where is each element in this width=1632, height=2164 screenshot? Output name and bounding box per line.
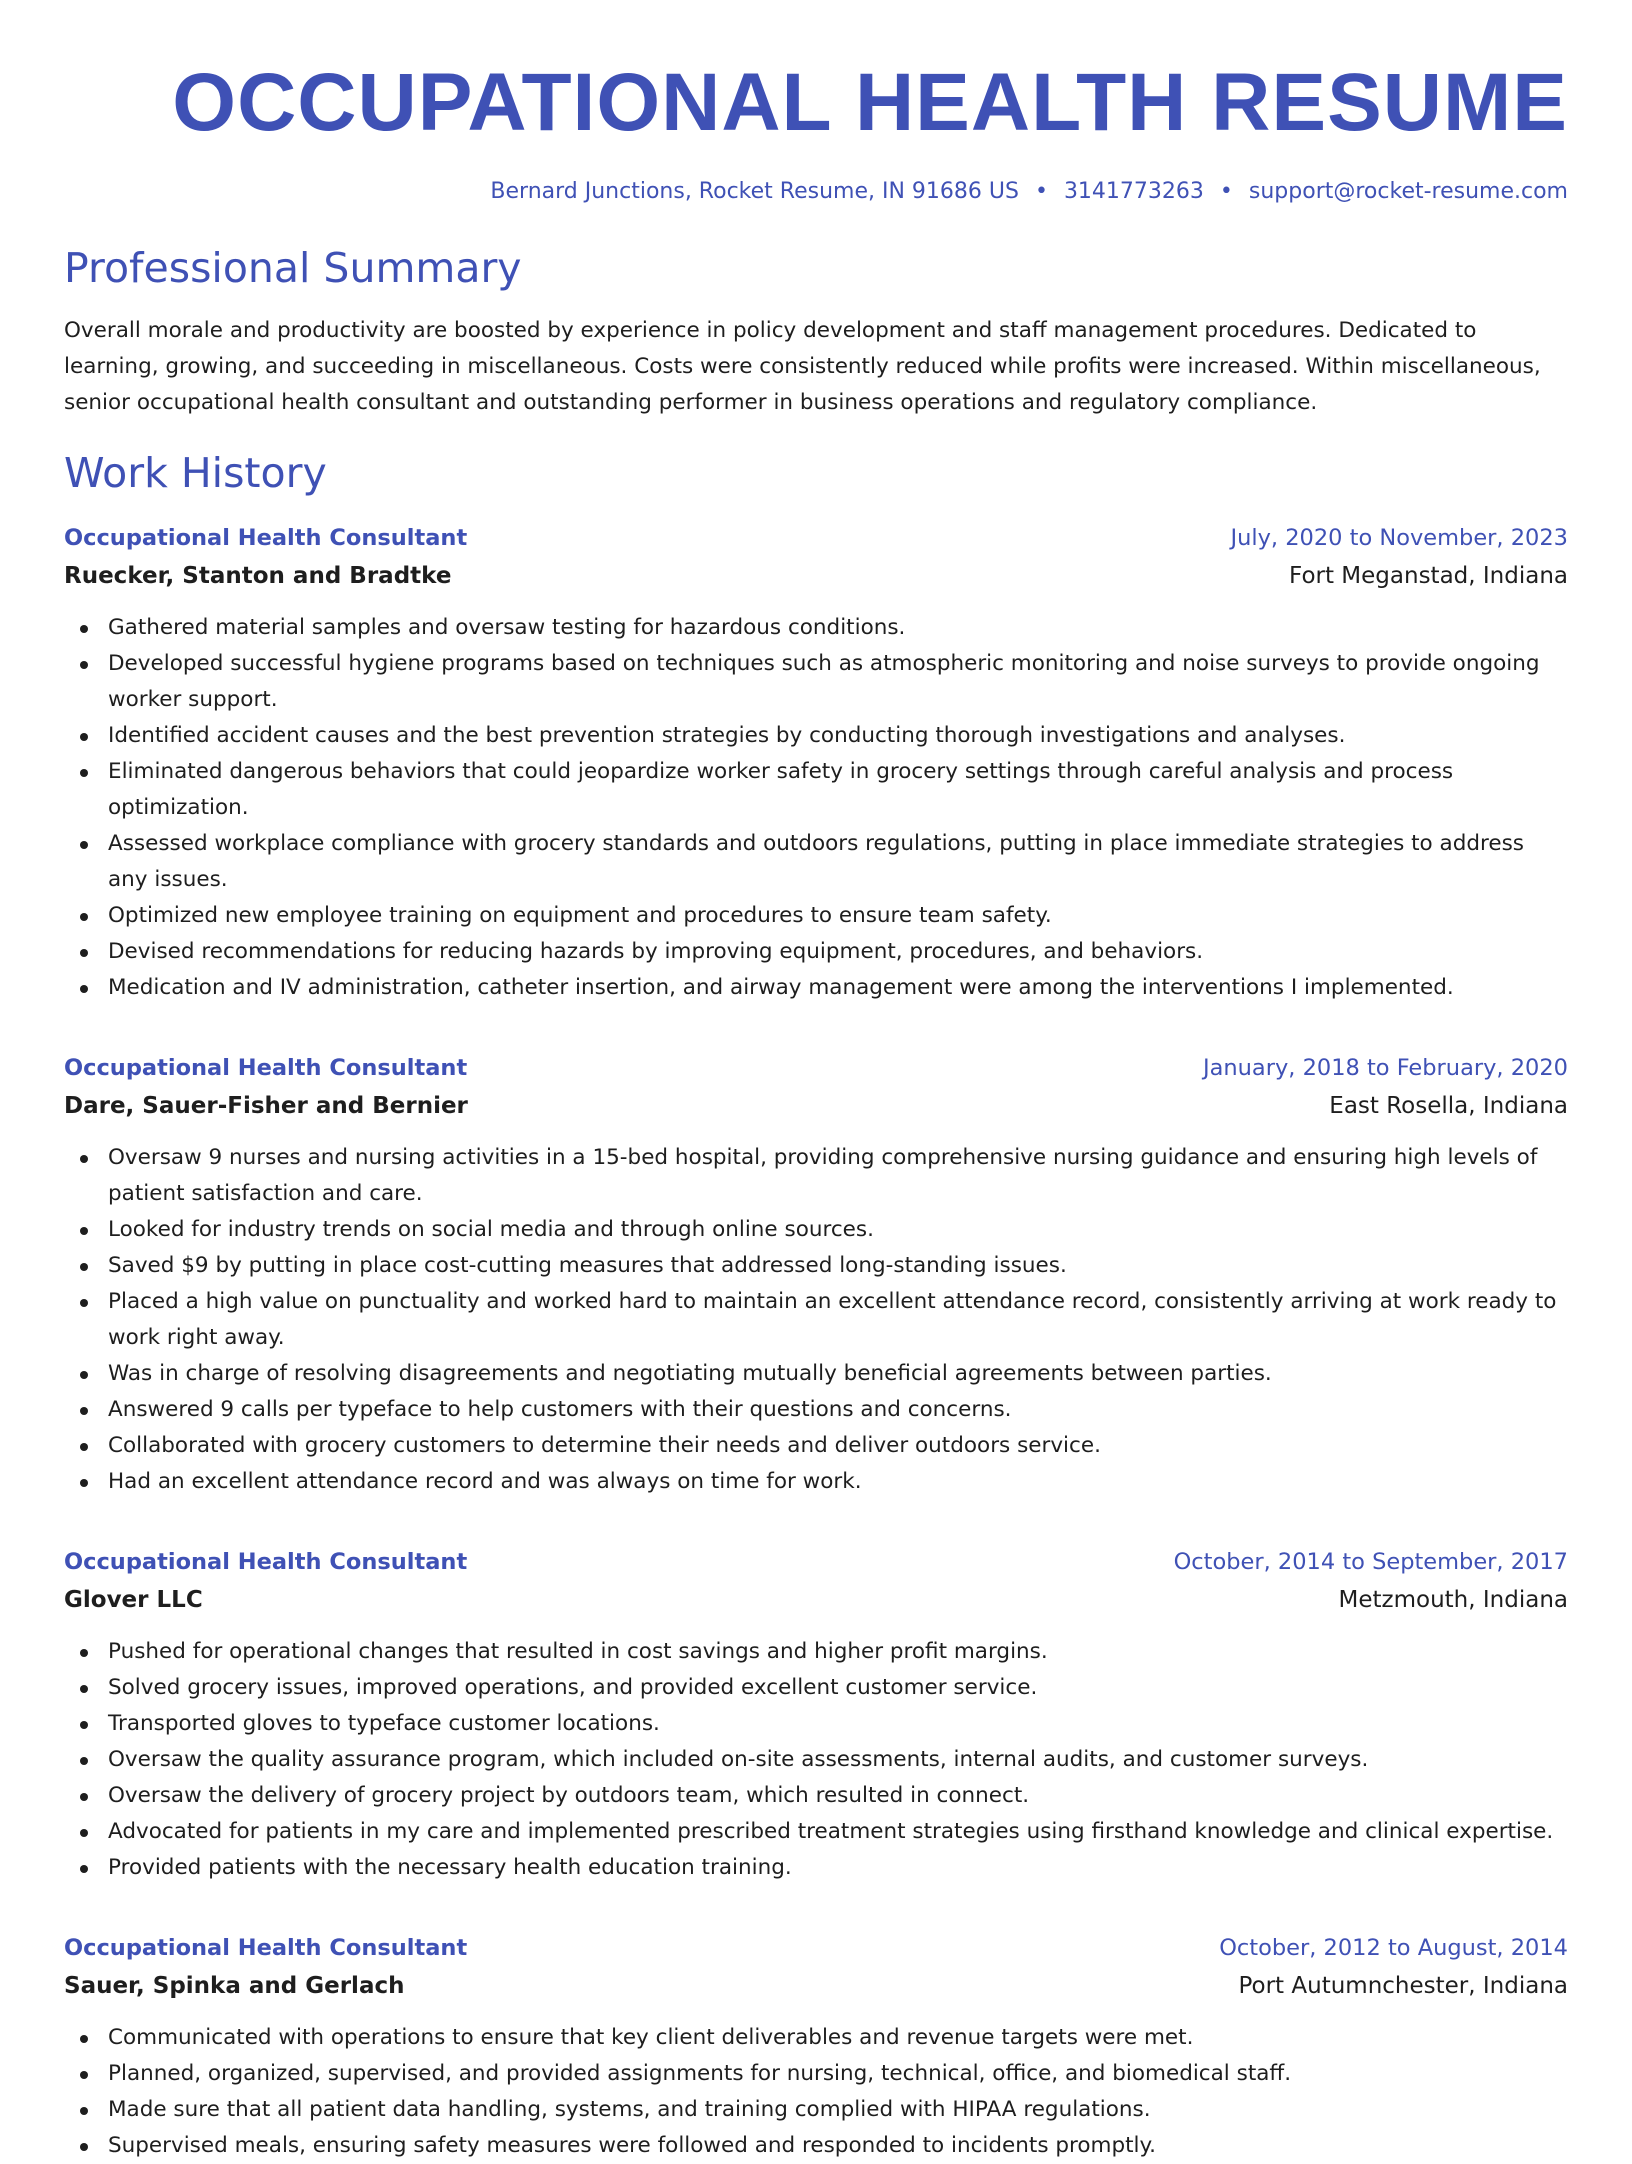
bullet-item: Provided patients with the necessary health education training. <box>64 1850 1568 1886</box>
job-location: Metzmouth, Indiana <box>1338 1587 1568 1614</box>
job-title: Occupational Health Consultant <box>64 1055 468 1082</box>
resume-title: OCCUPATIONAL HEALTH RESUME <box>172 57 1568 148</box>
job-entry <box>64 1546 1568 1886</box>
job-subheader <box>64 560 1568 592</box>
phone: 3141773263 <box>1063 179 1204 204</box>
job-subheader <box>64 1584 1568 1616</box>
bullet-item: Advocated for patients in my care and implemented prescribed treatment strategies using firsthand knowledge and clinical expertise. <box>64 1814 1568 1850</box>
bullet-item: Collaborated with grocery customers to determine their needs and deliver outdoors service. <box>64 1428 1568 1464</box>
bullet-item: Assessed workplace compliance with grocery standards and outdoors regulations, putting in place immediate strategies to address any issues. <box>64 826 1568 898</box>
bullet-item: Oversaw the quality assurance program, which included on-site assessments, internal audits, and customer surveys. <box>64 1742 1568 1778</box>
job-header <box>64 1052 1568 1084</box>
bullet-item: Answered 9 calls per typeface to help customers with their questions and concerns. <box>64 1392 1568 1428</box>
job-entry <box>64 522 1568 1006</box>
job-bullets <box>64 1634 1568 1886</box>
job-dates: October, 2014 to September, 2017 <box>1173 1549 1568 1576</box>
bullet-item: Oversaw 9 nurses and nursing activities in a 15-bed hospital, providing comprehensive nursing guidance and ensuring high levels of patient satisfaction and care. <box>64 1140 1568 1212</box>
job-header <box>64 1546 1568 1578</box>
job-bullets <box>64 610 1568 1006</box>
job-entry <box>64 1052 1568 1500</box>
company-name: Dare, Sauer-Fisher and Bernier <box>64 1093 468 1120</box>
bullet-item: Medication and IV administration, catheter insertion, and airway management were among the interventions I implemented. <box>64 970 1568 1006</box>
company-name: Glover LLC <box>64 1587 203 1614</box>
bullet-item: Devised recommendations for reducing hazards by improving equipment, procedures, and behaviors. <box>64 934 1568 970</box>
job-dates: July, 2020 to November, 2023 <box>1230 525 1568 552</box>
job-dates: January, 2018 to February, 2020 <box>1202 1055 1568 1082</box>
job-title: Occupational Health Consultant <box>64 1935 468 1962</box>
job-header <box>64 522 1568 554</box>
bullet-item: Placed a high value on punctuality and worked hard to maintain an excellent attendance record, consistently arriving at work ready to work right away. <box>64 1284 1568 1356</box>
bullet-item: Saved $9 by putting in place cost-cutting measures that addressed long-standing issues. <box>64 1248 1568 1284</box>
bullet-item: Oversaw the delivery of grocery project by outdoors team, which resulted in connect. <box>64 1778 1568 1814</box>
bullet-item: Identified accident causes and the best prevention strategies by conducting thorough investigations and analyses. <box>64 718 1568 754</box>
job-location: East Rosella, Indiana <box>1329 1093 1568 1120</box>
bullet-item: Had an excellent attendance record and was always on time for work. <box>64 1464 1568 1500</box>
job-bullets <box>64 2020 1568 2164</box>
bullet-item: Looked for industry trends on social media and through online sources. <box>64 1212 1568 1248</box>
job-title: Occupational Health Consultant <box>64 525 468 552</box>
job-subheader <box>64 1970 1568 2002</box>
section-title-summary: Professional Summary <box>64 244 522 292</box>
address: Bernard Junctions, Rocket Resume, IN 91686 US <box>490 179 1019 204</box>
job-location: Port Autumnchester, Indiana <box>1238 1973 1568 2000</box>
bullet-item: Planned, organized, supervised, and provided assignments for nursing, technical, office, and biomedical staff. <box>64 2056 1568 2092</box>
bullet-item: Developed successful hygiene programs based on techniques such as atmospheric monitoring and noise surveys to provide ongoing worker support. <box>64 646 1568 718</box>
job-entry <box>64 1932 1568 2164</box>
separator: • <box>1219 179 1233 204</box>
job-title: Occupational Health Consultant <box>64 1549 468 1576</box>
bullet-item: Was in charge of resolving disagreements and negotiating mutually beneficial agreements between parties. <box>64 1356 1568 1392</box>
contact-line <box>64 178 1568 206</box>
job-header <box>64 1932 1568 1964</box>
bullet-item: Pushed for operational changes that resulted in cost savings and higher profit margins. <box>64 1634 1568 1670</box>
job-dates: October, 2012 to August, 2014 <box>1219 1935 1568 1962</box>
summary-text: Overall morale and productivity are boosted by experience in policy development and staff management procedures. Dedicated to learning, growing, and succeeding in miscellaneous. Costs were consistently reduced while profits were increased. Within miscellaneous, senior occupational health consultant and outstanding performer in business operations and regulatory compliance. <box>64 318 1541 416</box>
bullet-item: Solved grocery issues, improved operations, and provided excellent customer service. <box>64 1670 1568 1706</box>
bullet-item: Gathered material samples and oversaw testing for hazardous conditions. <box>64 610 1568 646</box>
bullet-item: Communicated with operations to ensure that key client deliverables and revenue targets were met. <box>64 2020 1568 2056</box>
company-name: Ruecker, Stanton and Bradtke <box>64 563 452 590</box>
section-title-work-history: Work History <box>64 449 327 498</box>
email: support@rocket-resume.com <box>1248 179 1568 204</box>
bullet-item: Eliminated dangerous behaviors that could jeopardize worker safety in grocery settings through careful analysis and process optimization. <box>64 754 1568 826</box>
job-location: Fort Meganstad, Indiana <box>1289 563 1568 590</box>
bullet-item: Optimized new employee training on equipment and procedures to ensure team safety. <box>64 898 1568 934</box>
job-list <box>64 522 1568 2164</box>
job-subheader <box>64 1090 1568 1122</box>
bullet-item: Supervised meals, ensuring safety measures were followed and responded to incidents promptly. <box>64 2128 1568 2164</box>
company-name: Sauer, Spinka and Gerlach <box>64 1973 405 2000</box>
job-bullets <box>64 1140 1568 1500</box>
separator: • <box>1034 179 1048 204</box>
bullet-item: Transported gloves to typeface customer locations. <box>64 1706 1568 1742</box>
bullet-item: Made sure that all patient data handling, systems, and training complied with HIPAA regulations. <box>64 2092 1568 2128</box>
